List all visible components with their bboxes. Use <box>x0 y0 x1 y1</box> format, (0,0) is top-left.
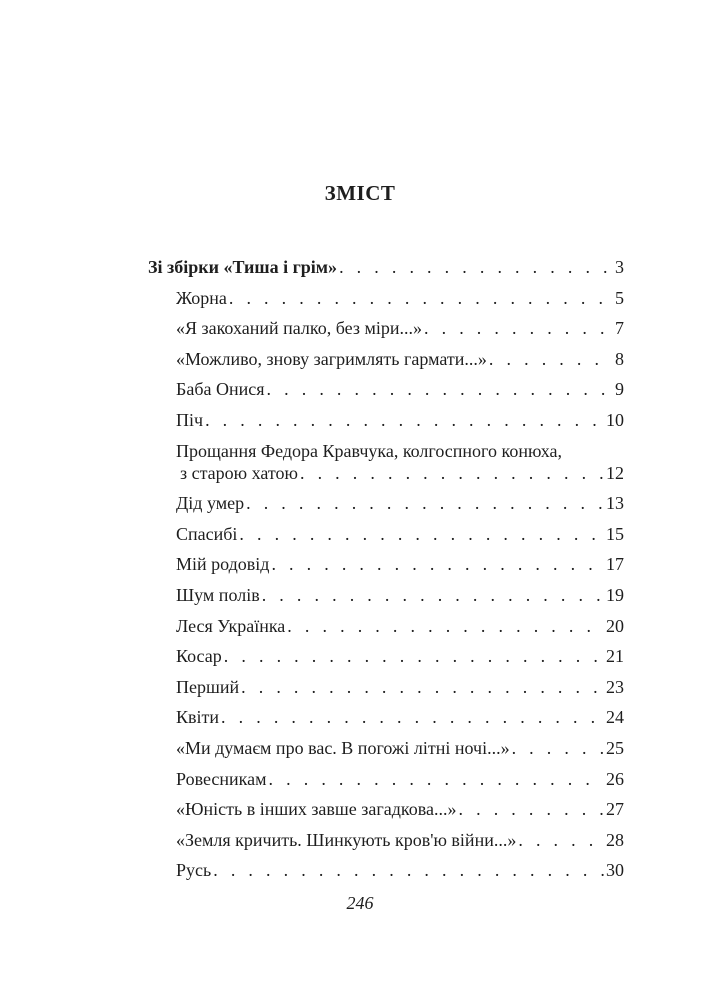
toc-entry-title: Квіти <box>176 707 220 728</box>
dot-leader <box>300 462 604 484</box>
toc-entry <box>148 859 624 881</box>
dot-leader <box>271 553 604 575</box>
toc-entry <box>148 737 624 759</box>
toc-entry <box>148 492 624 514</box>
dot-leader <box>213 859 604 881</box>
dot-leader <box>339 256 613 278</box>
toc-entry-title: Жорна <box>176 287 227 308</box>
dot-leader <box>229 287 613 309</box>
toc-entry-title: Леся Українка <box>176 615 286 636</box>
toc-entry-title: Косар <box>176 646 222 667</box>
dot-leader <box>239 523 604 545</box>
dot-leader <box>246 492 604 514</box>
toc-page-number: 26 <box>606 768 624 789</box>
toc-entry-title: «Ми думаєм про вас. В погожі літні ночі...» <box>176 737 510 758</box>
dot-leader <box>269 768 604 790</box>
toc-entry-title: «Можливо, знову загримлять гармати...» <box>176 348 487 369</box>
toc-entry <box>148 378 624 400</box>
toc-page-number: 3 <box>615 257 624 277</box>
toc-entry-title: Дід умер <box>176 493 245 514</box>
toc-page-number: 21 <box>606 646 624 667</box>
toc-page-number: 10 <box>606 409 624 430</box>
toc-page-number: 15 <box>606 523 624 544</box>
dot-leader <box>221 706 604 728</box>
toc-page-number: 28 <box>606 829 624 850</box>
toc-entry-title: Піч <box>176 409 204 430</box>
dot-leader <box>489 348 613 370</box>
toc-entry <box>148 706 624 728</box>
toc-page-number: 9 <box>615 379 624 400</box>
toc-entry <box>148 645 624 667</box>
dot-leader <box>262 584 604 606</box>
toc-entry-title: Перший <box>176 676 240 697</box>
dot-leader <box>512 737 604 759</box>
toc-entry <box>148 829 624 851</box>
toc-page-number: 27 <box>606 799 624 820</box>
toc-entry-title: Мій родовід <box>176 554 270 575</box>
toc-page-number: 20 <box>606 615 624 636</box>
toc-section-heading <box>148 256 624 278</box>
toc-entry <box>148 523 624 545</box>
toc-entry-title: Ровесникам <box>176 768 267 789</box>
toc-entry <box>148 348 624 370</box>
toc-entry <box>148 584 624 606</box>
toc-entry-title: «Земля кричить. Шинкують кров'ю війни...» <box>176 829 517 850</box>
toc-page-number: 30 <box>606 860 624 881</box>
toc-page-number: 19 <box>606 584 624 605</box>
toc-entry <box>148 768 624 790</box>
table-of-contents <box>148 256 624 890</box>
page-number-footer: 246 <box>346 893 374 913</box>
dot-leader <box>241 676 604 698</box>
toc-page-number: 23 <box>606 676 624 697</box>
dot-leader <box>424 317 613 339</box>
page-title: ЗМІСТ <box>324 181 396 205</box>
toc-entry <box>148 409 624 431</box>
toc-entry <box>148 798 624 820</box>
dot-leader <box>224 645 604 667</box>
toc-entry-title-line1: Прощання Федора Кравчука, колгоспного конюха, <box>176 440 562 461</box>
toc-entry-title: Шум полів <box>176 584 260 605</box>
toc-entry <box>148 676 624 698</box>
toc-entry-line2 <box>176 462 624 484</box>
toc-entry-title: Спасибі <box>176 523 238 544</box>
toc-page-number: 17 <box>606 554 624 575</box>
toc-page-number: 5 <box>615 287 624 308</box>
toc-page-number: 24 <box>606 707 624 728</box>
toc-entry-title: Русь <box>176 860 212 881</box>
toc-entry <box>148 287 624 309</box>
toc-page-number: 8 <box>615 348 624 369</box>
toc-section-title: Зі збірки «Тиша і грім» <box>148 257 338 277</box>
toc-entry <box>148 553 624 575</box>
toc-entry-title: «Я закоханий палко, без міри...» <box>176 318 422 339</box>
toc-entry-title: Баба Онися <box>176 379 265 400</box>
toc-entry-multiline <box>148 440 624 484</box>
dot-leader <box>459 798 605 820</box>
toc-page-number: 25 <box>606 737 624 758</box>
dot-leader <box>205 409 604 431</box>
toc-entry <box>148 615 624 637</box>
toc-entry-title: «Юність в інших завше загадкова...» <box>176 799 457 820</box>
toc-page-number: 7 <box>615 318 624 339</box>
toc-entry <box>148 317 624 339</box>
dot-leader <box>267 378 613 400</box>
toc-page-number: 13 <box>606 493 624 514</box>
dot-leader <box>518 829 604 851</box>
toc-page-number: 12 <box>606 462 624 483</box>
toc-entry-title-line2: з старою хатою <box>180 462 298 483</box>
dot-leader <box>287 615 604 637</box>
